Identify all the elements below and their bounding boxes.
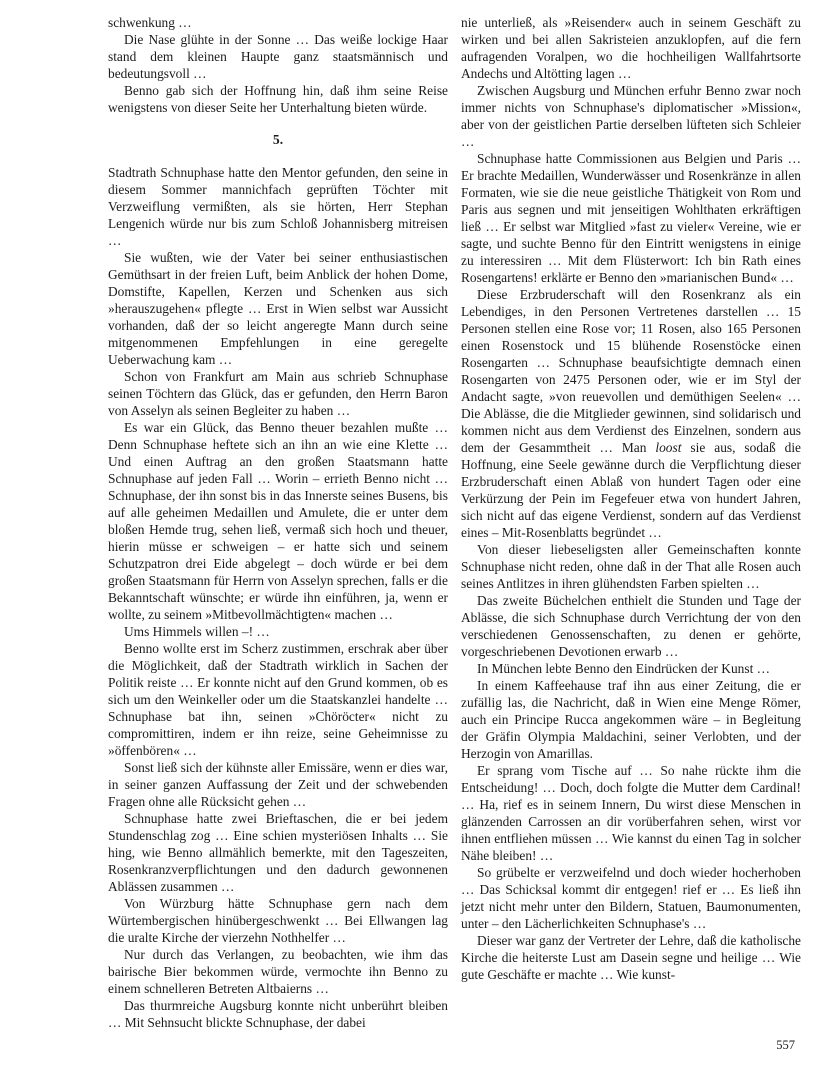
paragraph: nie unterließ, als »Reisender« auch in seinem Geschäft zu wirken und bei allen Sakristeien anzuklopfen, auf die fern aufragenden Voralpen, wo die hochheiligen Wallfahrtsorte Andechs und Altötting lagen … bbox=[461, 15, 801, 81]
left-column bbox=[108, 14, 448, 1031]
paragraph: Schnuphase hatte zwei Brieftaschen, die er bei jedem Stundenschlag zog … Eine schien mysteriösen Inhalts … Sie hing, wie Benno allmählich bemerkte, mit den Tageszeiten, Rosenkranzverpflichtungen und den dadurch gewonnenen Ablässen zusammen … bbox=[108, 811, 448, 894]
paragraph: Nur durch das Verlangen, zu beobachten, wie ihm das bairische Bier bekommen würde, vermochte ihn Benno zu einem schnelleren Betreten Altbaierns … bbox=[108, 947, 448, 996]
paragraph: Sonst ließ sich der kühnste aller Emissäre, wenn er dies war, in seiner ganzen Auffassung der Zeit und der schwebenden Fragen ohne alle Rücksicht gehen … bbox=[108, 760, 448, 809]
paragraph: In München lebte Benno den Eindrücken der Kunst … bbox=[477, 661, 771, 676]
paragraph: Schon von Frankfurt am Main aus schrieb Schnuphase seinen Töchtern das Glück, das er gefunden, den Herrn Baron von Asselyn als seinen Begleiter zu haben … bbox=[108, 369, 448, 418]
paragraph: So grübelte er verzweifelnd und doch wieder hocherhoben … Das Schicksal kommt dir entgegen! rief er … Es ließ ihn jetzt nicht mehr unter den Bildern, Statuen, Baumonumenten, unter – den Lächerlichkeiten Schnuphase's … bbox=[461, 865, 801, 931]
section-heading: 5. bbox=[272, 132, 284, 147]
paragraph: Das zweite Büchelchen enthielt die Stunden und Tage der Ablässe, die sich Schnuphase durch Verrichtung der von den verschiedenen Genossenschaften, zu denen er gehörte, vorgeschriebenen Devotionen erwarb … bbox=[461, 593, 801, 659]
paragraph: Ums Himmels willen –! … bbox=[124, 624, 270, 639]
paragraph: In einem Kaffeehause traf ihn aus einer Zeitung, die er zufällig las, die Nachricht, daß in Wien eine Menge Römer, auch ein Principe Rucca angekommen wäre – in Begleitung der Gräfin Olympia Maldachini, seiner Verlobten, und der Herzogin von Amarillas. bbox=[461, 678, 801, 761]
paragraph: Benno wollte erst im Scherz zustimmen, erschrak aber über die Möglichkeit, daß der Stadtrath wirklich in Sachen der Politik reiste … Er konnte nicht auf den Grund kommen, ob es sich um den Weinkeller oder um die Staatskanzlei handelte … Schnuphase bat ihn, seinen »Chöröcter« nicht zu compromittiren, indem er ihn reize, seine Geheimnisse zu »öffenbören« … bbox=[108, 641, 448, 758]
paragraph: Sie wußten, wie der Vater bei seiner enthusiastischen Gemüthsart in der freien Luft, beim Anblick der hohen Dome, Domstifte, Kapellen, Kerzen und Schenken aus sich »herauszugehen« pflegte … Erst in Wien selbst war Aussicht vorhanden, daß der so leicht angeregte Mann durch seine mitgenommenen Empfehlungen in eine geregelte Ueberwachung kam … bbox=[108, 250, 448, 367]
paragraph: Dieser war ganz der Vertreter der Lehre, daß die katholische Kirche die heiterste Lust am Dasein segne und heilige … Wie gute Geschäfte er machte … Wie kunst- bbox=[461, 933, 801, 982]
paragraph: Es war ein Glück, das Benno theuer bezahlen mußte … Denn Schnuphase heftete sich an ihn an wie eine Klette … Und einen Auftrag an den großen Staatsmann hatte Schnuphase auf jeden Fall … Worin – errieth Benno nicht … Schnuphase, der ihn sonst bis in das Innerste seines Busens, bis auf alle geheimen Medaillen und Amulete, die er unter dem bloßen Hemde trug, sehen ließ, vermaß sich hoch und theuer, hierin müsse er schweigen – er hatte sich und seinem Schutzpatron drei Eide abgelegt – doch würde er bei dem großen Staatsmann für Herrn von Asselyn sprechen, falls er die Bekanntschaft wünschte; er würde ihn einführen, ja, wenn er wollte, zu seinem »Mitbevollmächtigten« machen … bbox=[108, 420, 448, 622]
paragraph: Die Nase glühte in der Sonne … Das weiße lockige Haar stand dem kleinen Haupte ganz staatsmännisch und bedeutungsvoll … bbox=[108, 32, 448, 81]
two-column-text-block bbox=[108, 14, 801, 1031]
paragraph: schwenkung … bbox=[108, 15, 192, 30]
paragraph: Das thurmreiche Augsburg konnte nicht unberührt bleiben … Mit Sehnsucht blickte Schnuphase, der dabei bbox=[108, 998, 448, 1030]
paragraph: Von dieser liebeseligsten aller Gemeinschaften konnte Schnuphase nicht reden, ohne daß in der That alle Rosen auch seines Antlitzes in ihren glühendsten Farben spielten … bbox=[461, 542, 801, 591]
paragraph: Diese Erzbruderschaft will den Rosenkranz als ein Lebendiges, in den Personen Vertretenes darstellen … 15 Personen stellen eine Rose vor; 11 Rosen, also 165 Personen einen Rosenstock und 15 blühende Rosenstöcke einen Rosengarten … Schnuphase beaufsichtigte demnach einen Rosengarten von 2475 Personen oder, wie er im Styl der Andacht sagte, »von reuevollen und demüthigen Seelen« … Die Ablässe, die die Mitglieder gewinnen, sind solidarisch und kommen nicht aus dem Verdienst des Einzelnen, sondern aus dem der Gesammtheit … Man loost sie aus, sodaß die Hoffnung, eine Seele gewänne durch die Verpflichtung dieser Erzbruderschaft einen Ablaß von hundert Tagen oder eine Verkürzung der Pein im Fegefeuer etwa von hundert Jahren, sich nicht auf das eigene Verdienst, sondern auf das Verdienst eines – Mit-Rosenblatts begründet … bbox=[461, 287, 801, 540]
right-column bbox=[461, 14, 801, 1031]
paragraph: Schnuphase hatte Commissionen aus Belgien und Paris … Er brachte Medaillen, Wunderwässer und Rosenkränze in allen Formaten, wie sie die neue geistliche Thätigkeit von Rom und Paris aus segnen und mit jenseitigen Wohlthaten erkräftigen ließ … Er selbst war Mitglied »fast zu vieler« Vereine, wie er sagte, und suchte Benno für den Eintritt wenigstens in einige zu interessiren … Mit dem Flüsterwort: Ich bin Rath eines Rosengartens! erklärte er Benno den »marianischen Bund« … bbox=[461, 151, 801, 285]
paragraph: Von Würzburg hätte Schnuphase gern nach dem Würtembergischen hinübergeschwenkt … Bei Ellwangen lag die uralte Kirche der vierzehn Nothhelfer … bbox=[108, 896, 448, 945]
paragraph: Zwischen Augsburg und München erfuhr Benno zwar noch immer nichts von Schnuphase's diplomatischer »Mission«, aber von der geistlichen Partie derselben lüfteten sich Schleier … bbox=[461, 83, 801, 149]
paragraph: Stadtrath Schnuphase hatte den Mentor gefunden, den seine in diesem Sommer mannichfach geprüften Töchter mit Verzweiflung vermißten, als sie hörten, Herr Stephan Lengenich würde nur bis zum Schloß Johannisberg mitreisen … bbox=[108, 165, 448, 248]
paragraph: Er sprang vom Tische auf … So nahe rückte ihm die Entscheidung! … Doch, doch folgte die Mutter dem Cardinal! … Ha, rief es in seinem Innern, Du wirst diese Menschen in glänzenden Carrossen an dir vorüberfahren sehen, wirst vor ihnen entfliehen müssen … Wie kannst du einen Tag in solcher Nähe bleiben! … bbox=[461, 763, 801, 863]
paragraph: Benno gab sich der Hoffnung hin, daß ihm seine Reise wenigstens von dieser Seite her Unterhaltung bieten würde. bbox=[108, 83, 448, 115]
page-number: 557 bbox=[776, 1038, 795, 1052]
